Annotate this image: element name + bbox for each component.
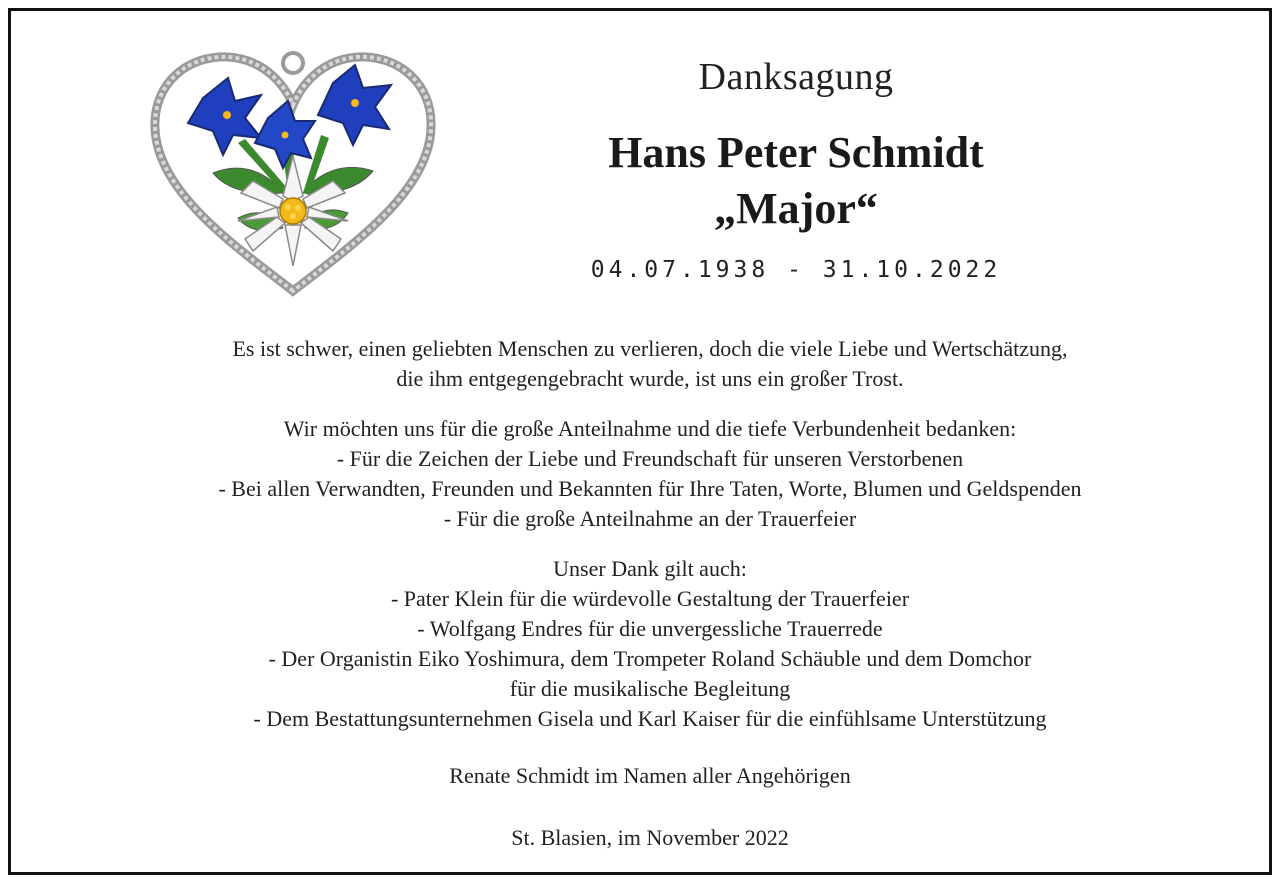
text-line: - Für die große Anteilnahme an der Trauerfeier xyxy=(443,506,857,531)
text-line: - Der Organistin Eiko Yoshimura, dem Trompeter Roland Schäuble und dem Domchor xyxy=(268,646,1032,671)
text-line: die ihm entgegengebracht wurde, ist uns ein großer Trost. xyxy=(396,366,904,391)
text-line: - Wolfgang Endres für die unvergessliche Trauerrede xyxy=(417,616,883,641)
paragraph-intro xyxy=(31,334,1269,394)
text-line: Wir möchten uns für die große Anteilnahme und die tiefe Verbundenheit bedanken: xyxy=(283,416,1017,441)
deceased-name: Hans Peter Schmidt xyxy=(608,128,984,177)
text-line: - Dem Bestattungsunternehmen Gisela und Karl Kaiser für die einfühlsame Unterstützung xyxy=(253,706,1047,731)
heart-ornament-icon xyxy=(143,43,443,305)
paragraph-thanks xyxy=(31,414,1269,534)
paragraph-special-thanks xyxy=(31,554,1269,734)
text-line: - Pater Klein für die würdevolle Gestaltung der Trauerfeier xyxy=(390,586,910,611)
text-line: für die musikalische Begleitung xyxy=(509,676,791,701)
life-dates: 04.07.1938 - 31.10.2022 xyxy=(590,257,1002,283)
signature: Renate Schmidt im Namen aller Angehörigen xyxy=(449,763,851,788)
deceased-nickname: „Major“ xyxy=(714,184,878,233)
page-title: Danksagung xyxy=(698,56,894,98)
text-line: - Für die Zeichen der Liebe und Freundschaft für unseren Verstorbenen xyxy=(336,446,964,471)
obituary-frame xyxy=(8,8,1272,875)
place-date: St. Blasien, im November 2022 xyxy=(511,825,789,850)
text-line: Unser Dank gilt auch: xyxy=(553,556,747,581)
text-line: - Bei allen Verwandten, Freunden und Bekannten für Ihre Taten, Worte, Blumen und Geldspenden xyxy=(218,476,1082,501)
text-line: Es ist schwer, einen geliebten Menschen zu verlieren, doch die viele Liebe und Wertschätzung, xyxy=(232,336,1068,361)
